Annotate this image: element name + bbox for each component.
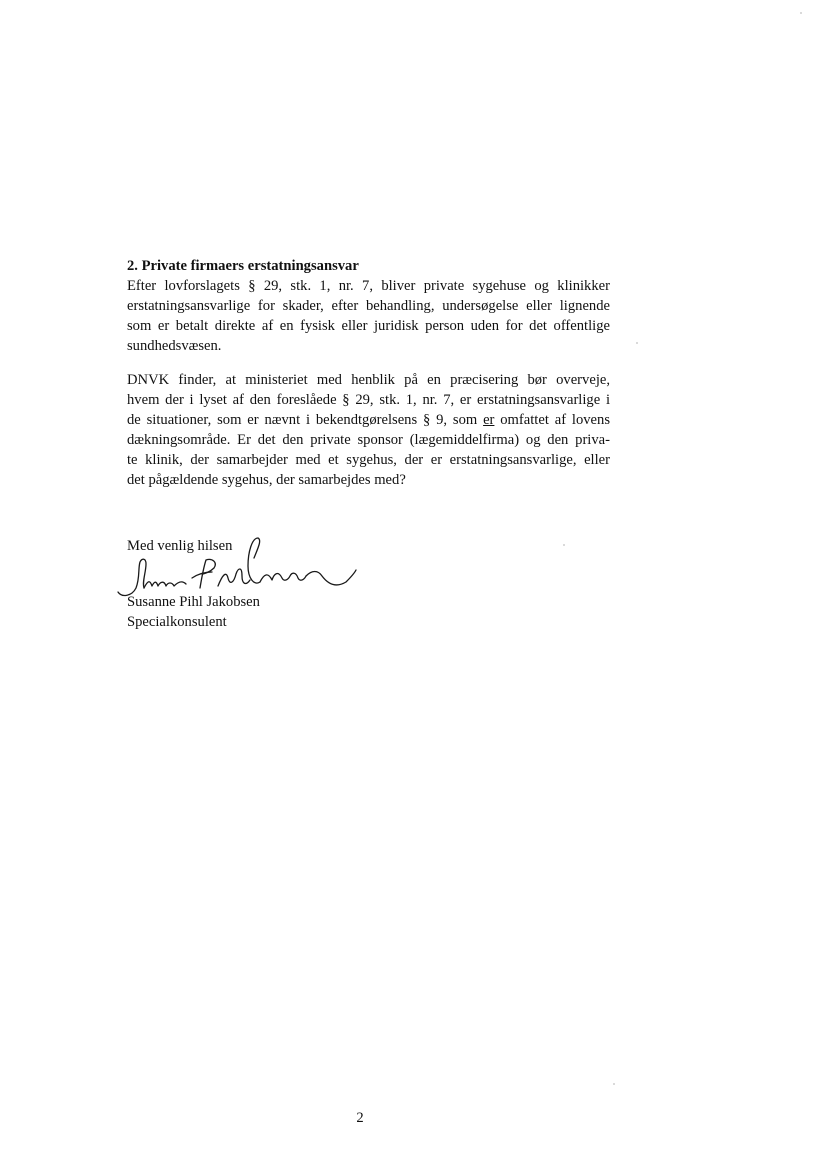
paragraph-line: som er betalt direkte af en fysisk eller juridisk person uden for det offentlige xyxy=(127,318,610,334)
paragraph-line: hvem der i lyset af den foreslåede § 29, stk. 1, nr. 7, er erstatningsansvarlige i xyxy=(127,392,610,408)
line-text: de situationer, som er nævnt i bekendtgørelsens § 9, som xyxy=(127,412,484,428)
line-text: omfattet af lovens xyxy=(494,412,610,428)
paragraph-dnvk xyxy=(127,370,610,490)
paragraph-line: sundhedsvæsen. xyxy=(127,338,222,354)
paragraph-line: det pågældende sygehus, der samarbejdes med? xyxy=(127,472,406,488)
paragraph-line: dækningsområde. Er det den private sponsor (lægemiddelfirma) og den priva- xyxy=(127,432,610,448)
paragraph-line xyxy=(127,410,610,430)
paragraph-line: te klinik, der samarbejder med et sygehus, der er erstatningsansvarlige, eller xyxy=(127,452,610,468)
page-number: 2 xyxy=(356,1110,364,1126)
scan-speck xyxy=(613,1083,615,1085)
closing-greeting: Med venlig hilsen xyxy=(127,538,233,554)
scan-speck xyxy=(800,12,802,14)
section-heading: 2. Private firmaers erstatningsansvar xyxy=(127,258,359,274)
paragraph-line: DNVK finder, at ministeriet med henblik på en præcisering bør overveje, xyxy=(127,372,610,388)
scan-speck xyxy=(563,544,565,546)
paragraph-liability xyxy=(127,276,610,356)
underlined-word: er xyxy=(483,412,495,428)
signer-name: Susanne Pihl Jakobsen xyxy=(127,594,260,610)
paragraph-line: erstatningsansvarlige for skader, efter behandling, undersøgelse eller lignende xyxy=(127,298,610,314)
signer-title: Specialkonsulent xyxy=(127,614,227,630)
scan-speck xyxy=(636,342,638,344)
paragraph-line: Efter lovforslagets § 29, stk. 1, nr. 7, bliver private sygehuse og klinikker xyxy=(127,278,610,294)
